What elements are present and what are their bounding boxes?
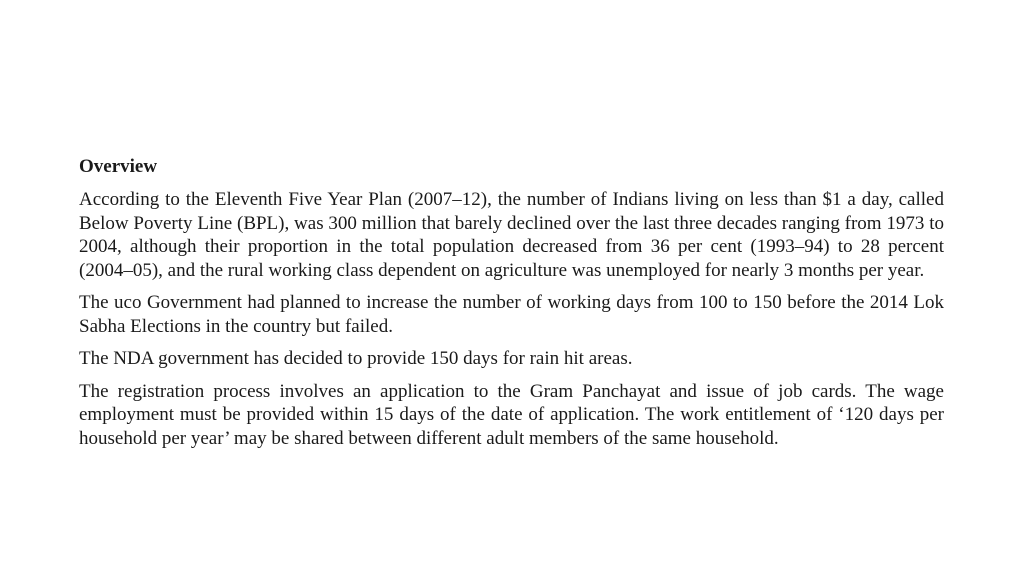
paragraph-nda-decision: The NDA government has decided to provide 150 days for rain hit areas. [79,348,633,369]
paragraph-working-days-plan: The uco Government had planned to increase the number of working days from 100 to 150 before the 2014 Lok Sabha Elections in the country but failed. [79,292,944,337]
slide-content [79,155,944,459]
section-heading: Overview [79,156,158,177]
paragraph-poverty-stats: According to the Eleventh Five Year Plan (2007–12), the number of Indians living on less than $1 a day, called Below Poverty Line (BPL), was 300 million that barely declined over the last three decades ranging from 1973 to 2004, although their proportion in the total population decreased from 36 per cent (1993–94) to 28 percent (2004–05), and the rural working class dependent on agriculture was unemployed for nearly 3 months per year. [79,189,944,281]
paragraph-registration-process: The registration process involves an application to the Gram Panchayat and issue of job cards. The wage employment must be provided within 15 days of the date of application. The work entitlement of ‘120 days per household per year’ may be shared between different adult members of the same household. [79,380,944,449]
